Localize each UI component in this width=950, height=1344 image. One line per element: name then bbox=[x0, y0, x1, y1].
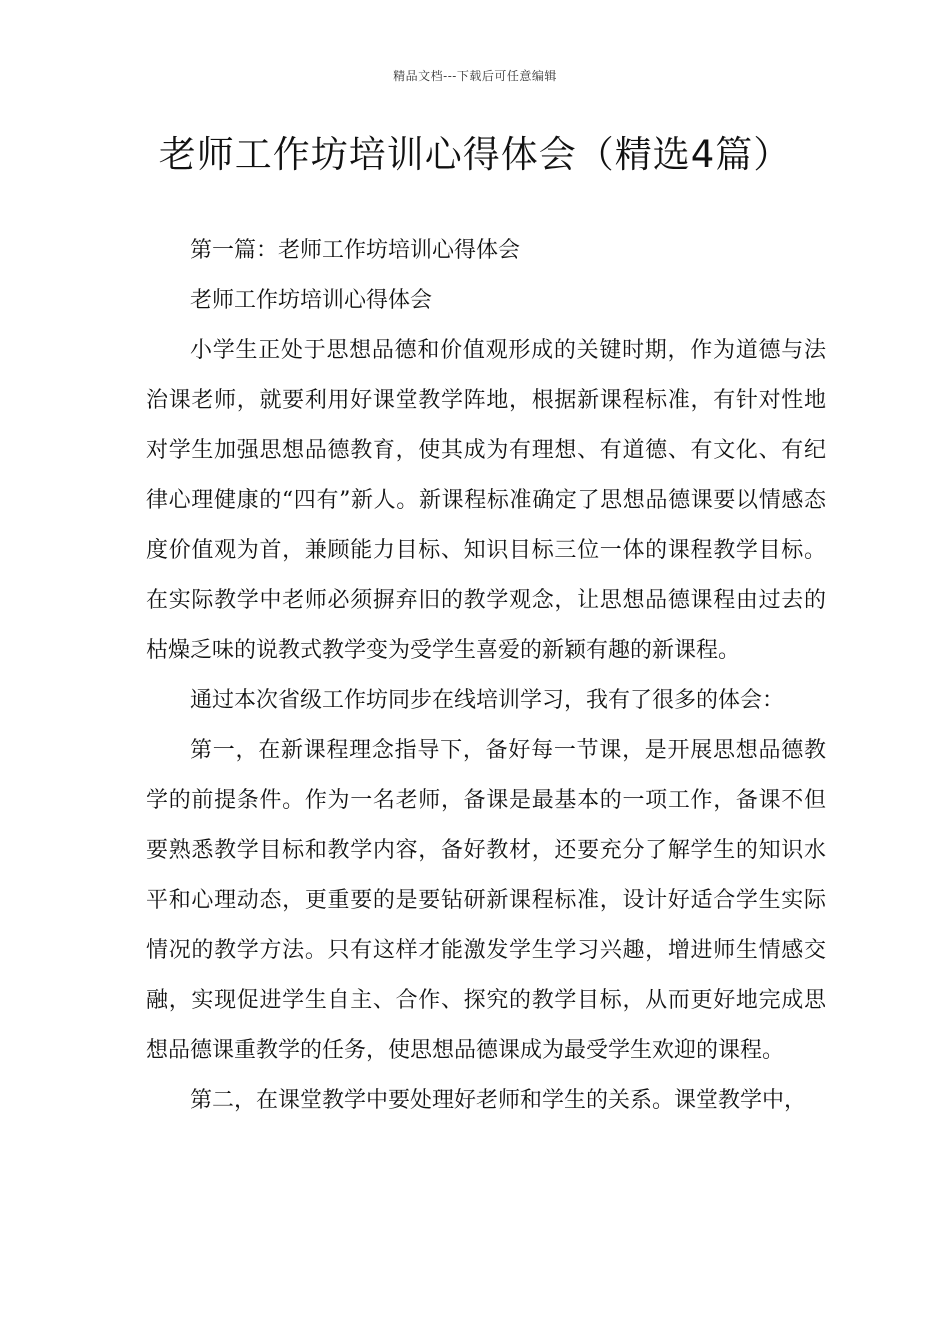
article-title: 老师工作坊培训心得体会 bbox=[190, 288, 433, 313]
body-paragraph: 第二，在课堂教学中要处理好老师和学生的关系。课堂教学中， bbox=[190, 1088, 807, 1113]
document-body bbox=[146, 226, 826, 1126]
body-paragraph: 小学生正处于思想品德和价值观形成的关键时期，作为道德与法治课老师，就要利用好课堂教学阵地，根据新课程标准，有针对性地对学生加强思想品德教育，使其成为有理想、有道德、有文化、有纪律心理健康的“四有”新人。新课程标准确定了思想品德课要以情感态度价值观为首，兼顾能力目标、知识目标三位一体的课程教学目标。在实际教学中老师必须摒弃旧的教学观念，让思想品德课程由过去的枯燥乏味的说教式教学变为受学生喜爱的新颖有趣的新课程。 bbox=[146, 338, 826, 663]
section-heading: 第一篇：老师工作坊培训心得体会 bbox=[190, 238, 521, 263]
body-paragraph: 第一，在新课程理念指导下，备好每一节课，是开展思想品德教学的前提条件。作为一名老师，备课是最基本的一项工作，备课不但要熟悉教学目标和教学内容，备好教材，还要充分了解学生的知识水平和心理动态，更重要的是要钻研新课程标准，设计好适合学生实际情况的教学方法。只有这样才能激发学生学习兴趣，增进师生情感交融，实现促进学生自主、合作、探究的教学目标，从而更好地完成思想品德课重教学的任务，使思想品德课成为最受学生欢迎的课程。 bbox=[146, 738, 826, 1063]
document-title: 老师工作坊培训心得体会（精选4篇） bbox=[158, 133, 792, 176]
page-header: 精品文档---下载后可任意编辑 bbox=[393, 69, 557, 83]
body-paragraph: 通过本次省级工作坊同步在线培训学习，我有了很多的体会： bbox=[190, 688, 785, 713]
